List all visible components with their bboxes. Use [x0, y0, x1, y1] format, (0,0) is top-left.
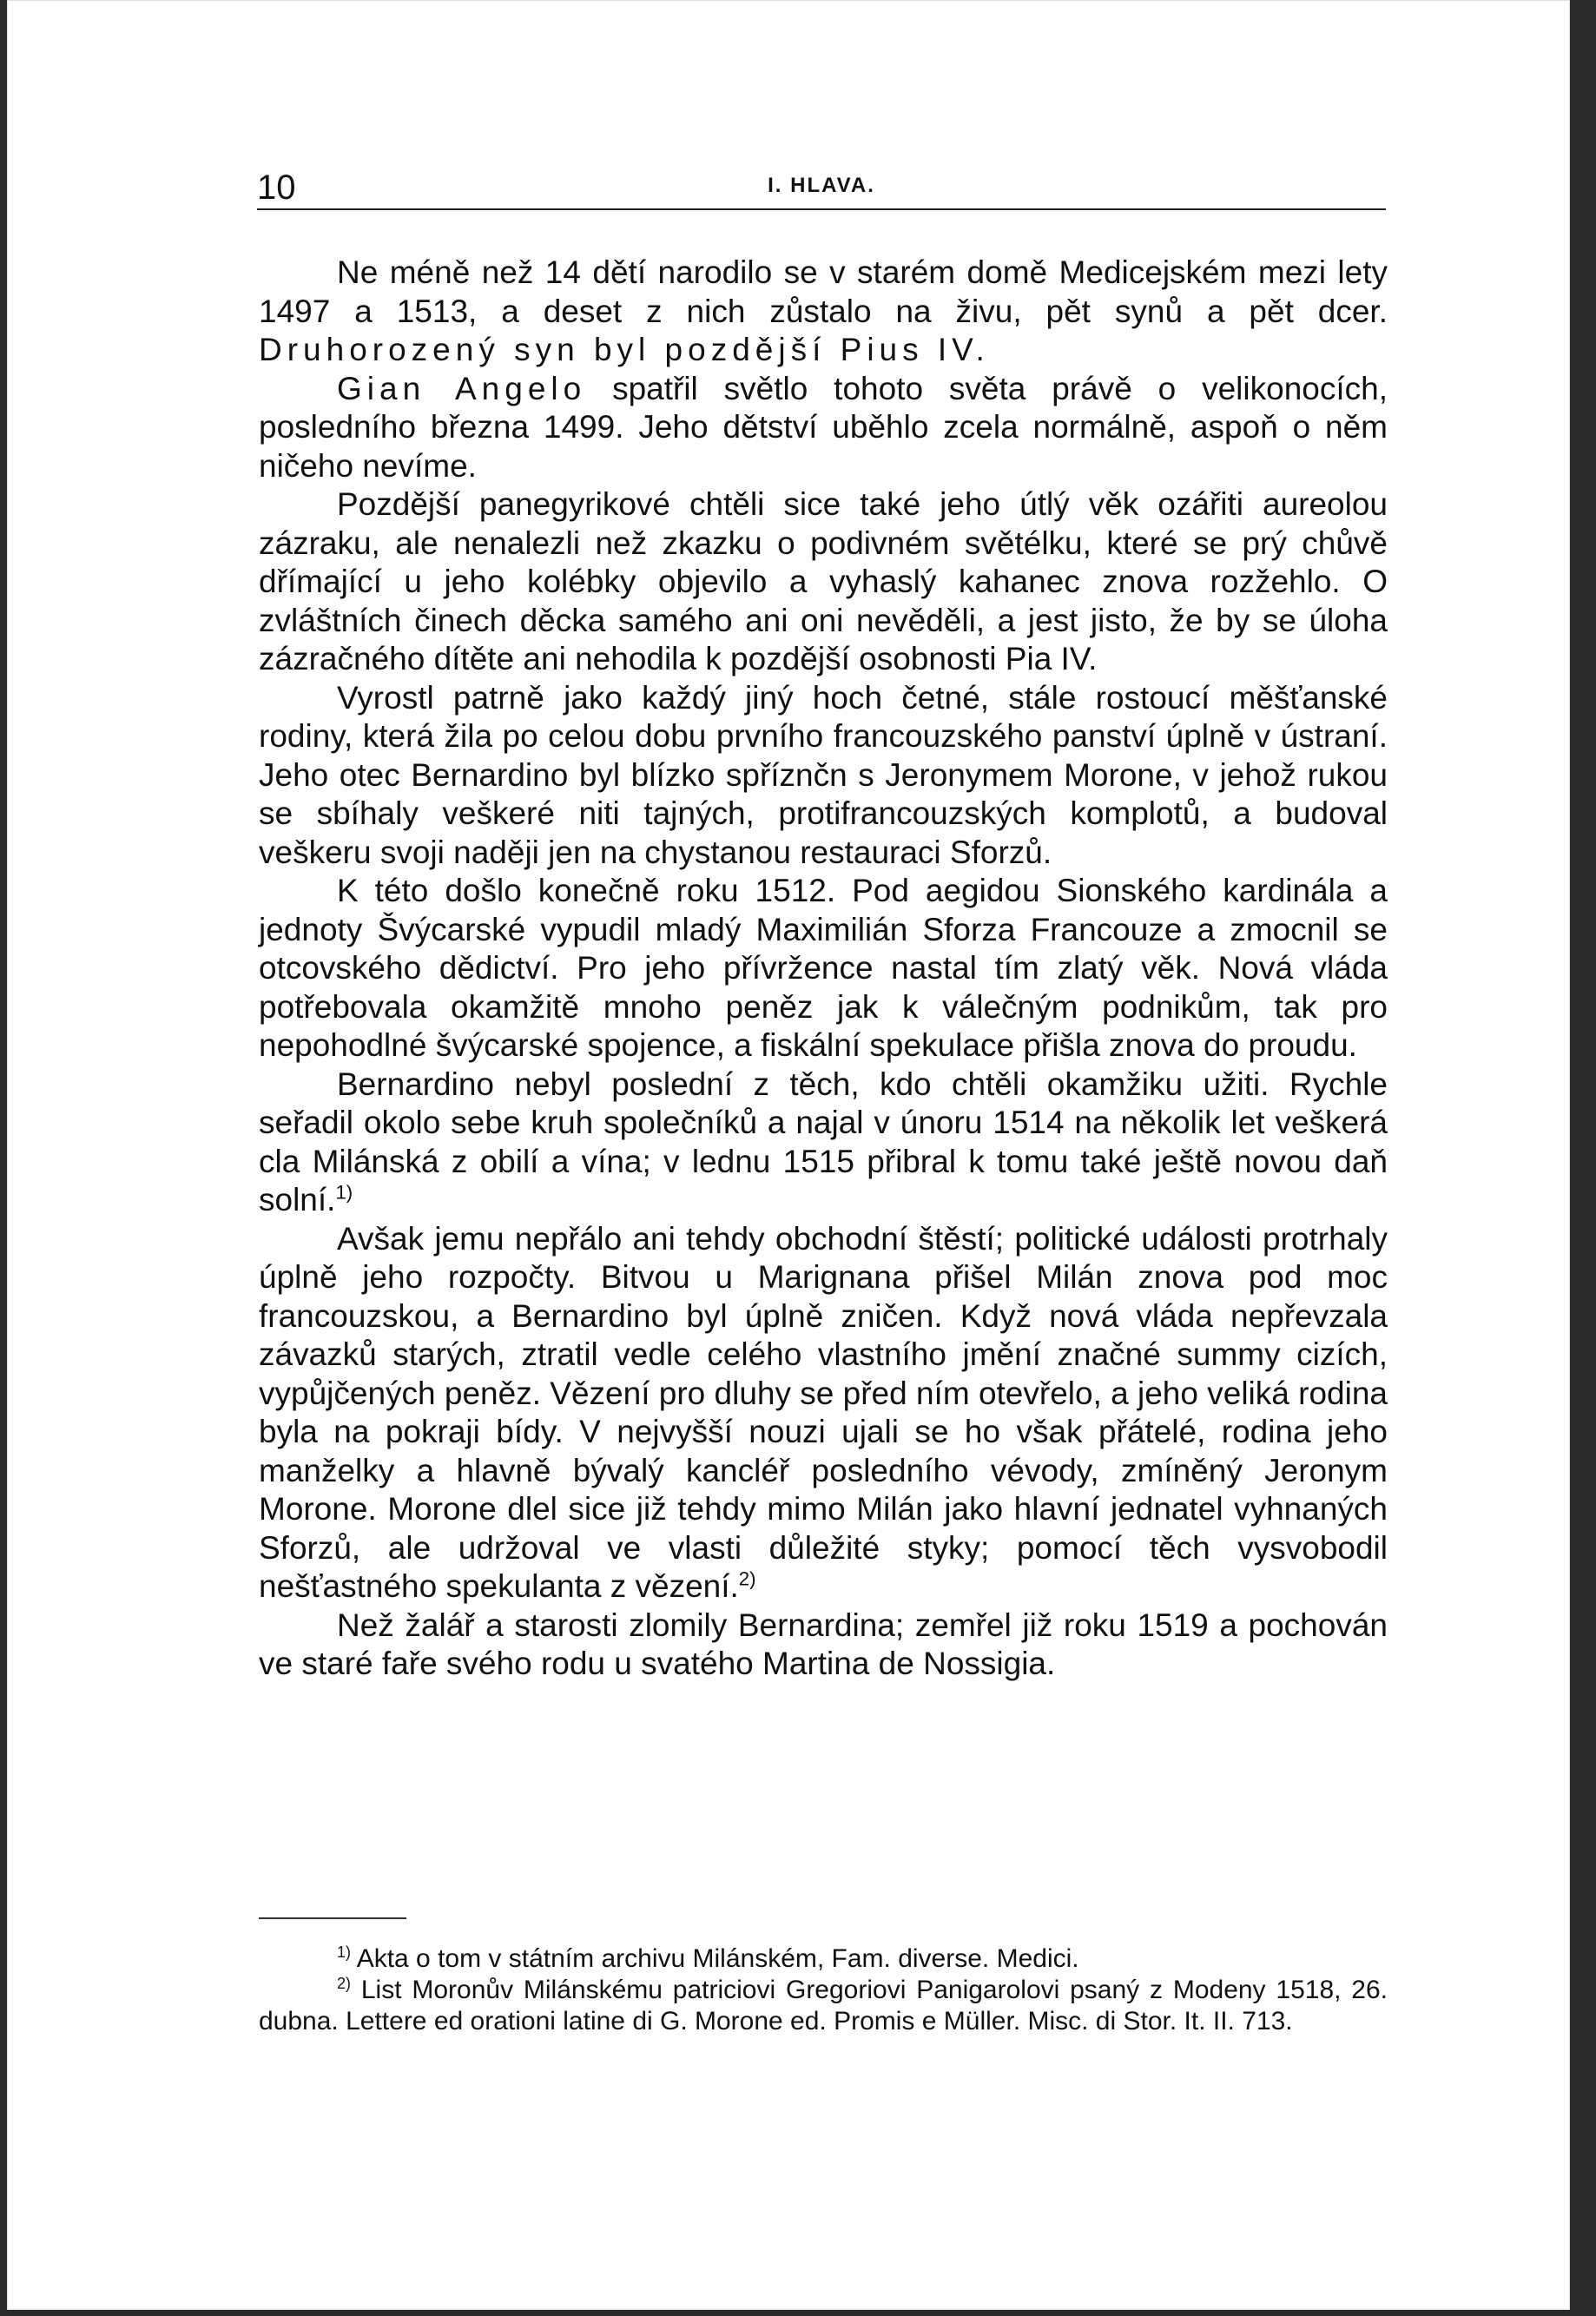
- footnote-mark: 1): [337, 1943, 352, 1961]
- footnote-reference[interactable]: 2): [738, 1567, 756, 1590]
- spaced-text: Druhorozený syn byl pozdější Pius IV.: [259, 332, 990, 367]
- main-text: [259, 254, 1388, 1684]
- footnote-reference[interactable]: 1): [335, 1181, 353, 1204]
- paragraph: [259, 370, 1388, 486]
- paragraph-text: K této došlo konečně roku 1512. Pod aegidou Sionského kardinála a jednoty Švýcarské vypudil mladý Maximilián Sforza Francouze a zmocnil se otcovského dědictví. Pro jeho přívržence nastal tím zlatý věk. Nová vláda potřebovala okamžitě mnoho peněz jak k válečným podnikům, tak pro nepohodlné švýcarské spojence, a fiskální spekulace přišla znova do proudu.: [259, 873, 1388, 1063]
- paragraph-text: Pozdější panegyrikové chtěli sice také jeho útlý věk ozářiti aureolou zázraku, ale nenalezli než zkazku o podivném světélku, které se prý chůvě dřímající u jeho kolébky objevilo a vyhaslý kahanec znova rozžehlo. O zvláštních činech děcka samého ani oni nevěděli, a jest jisto, že by se úloha zázračného dítěte ani nehodila k pozdější osobnosti Pia IV.: [259, 486, 1388, 676]
- spaced-text: Gian Angelo: [337, 370, 587, 406]
- paragraph: [259, 679, 1388, 873]
- book-page: [7, 0, 1570, 2310]
- paragraph: [259, 1066, 1388, 1220]
- paragraph-text: Vyrostl patrně jako každý jiný hoch četné, stále rostoucí měšťanské rodiny, která žila po celou dobu prvního francouzského panství úplně v ústraní. Jeho otec Bernardino byl blízko spříznčn s Jeronymem Morone, v jehož rukou se sbíhaly veškeré niti tajných, protifrancouzských komplotů, a budoval veškeru svoji naději jen na chystanou restauraci Sforzů.: [259, 679, 1388, 870]
- paragraph-text: spatřil světlo tohoto světa právě o velikonocích, posledního března 1499. Jeho dětství uběhlo zcela normálně, aspoň o něm ničeho nevíme.: [259, 370, 1388, 484]
- footnote: [259, 1943, 1388, 1975]
- paragraph: [259, 254, 1388, 370]
- running-head: I. HLAVA.: [768, 174, 875, 197]
- footnote-text: List Moronův Milánskému patriciovi Gregoriovi Panigarolovi psaný z Modeny 1518, 26. dubna. Lettere ed orationi latine di G. Morone ed. Promis e Müller. Misc. di Stor. It. II. 713.: [259, 1976, 1388, 2036]
- footnote-divider: [259, 1917, 406, 1919]
- paragraph-text: Ne méně než 14 dětí narodilo se v starém domě Medicejském mezi lety 1497 a 1513, a deset z nich zůstalo na živu, pět synů a pět dcer.: [259, 254, 1388, 329]
- paragraph-text: Bernardino nebyl poslední z těch, kdo chtěli okamžiku užiti. Rychle seřadil okolo sebe kruh společníků a najal v únoru 1514 na několik let veškerá cla Milánská z obilí a vína; v lednu 1515 přibral k tomu také ještě novou daň solní.: [259, 1066, 1388, 1217]
- paragraph: [259, 1607, 1388, 1684]
- page-number: 10: [257, 168, 296, 207]
- paragraph: [259, 872, 1388, 1066]
- paragraph-text: Než žalář a starosti zlomily Bernardina; zemřel již roku 1519 a pochován ve staré faře svého rodu u svatého Martina de Nossigia.: [259, 1607, 1388, 1681]
- page-header: [257, 167, 1386, 210]
- footnotes: [259, 1943, 1388, 2037]
- paragraph: [259, 1220, 1388, 1607]
- paragraph: [259, 485, 1388, 679]
- footnote-text: Akta o tom v státním archivu Milánském, Fam. diverse. Medici.: [351, 1944, 1079, 1973]
- footnote: [259, 1975, 1388, 2037]
- paragraph-text: Avšak jemu nepřálo ani tehdy obchodní štěstí; politické události protrhaly úplně jeho rozpočty. Bitvou u Marignana přišel Milán znova pod moc francouzskou, a Bernardino byl úplně zničen. Když nová vláda nepřevzala závazků starých, ztratil vedle celého vlastního jmění značné summy cizích, vypůjčených peněz. Vězení pro dluhy se před ním otevřelo, a jeho veliká rodina byla na pokraji bídy. V nejvyšší nouzi ujali se ho však přátelé, rodina jeho manželky a hlavně bývalý kancléř posledního vévody, zmíněný Jeronym Morone. Morone dlel sice již tehdy mimo Milán jako hlavní jednatel vyhnaných Sforzů, ale udržoval ve vlasti důležité styky; pomocí těch vysvobodil nešťastného spekulanta z vězení.: [259, 1220, 1388, 1604]
- footnote-mark: 2): [337, 1975, 352, 1992]
